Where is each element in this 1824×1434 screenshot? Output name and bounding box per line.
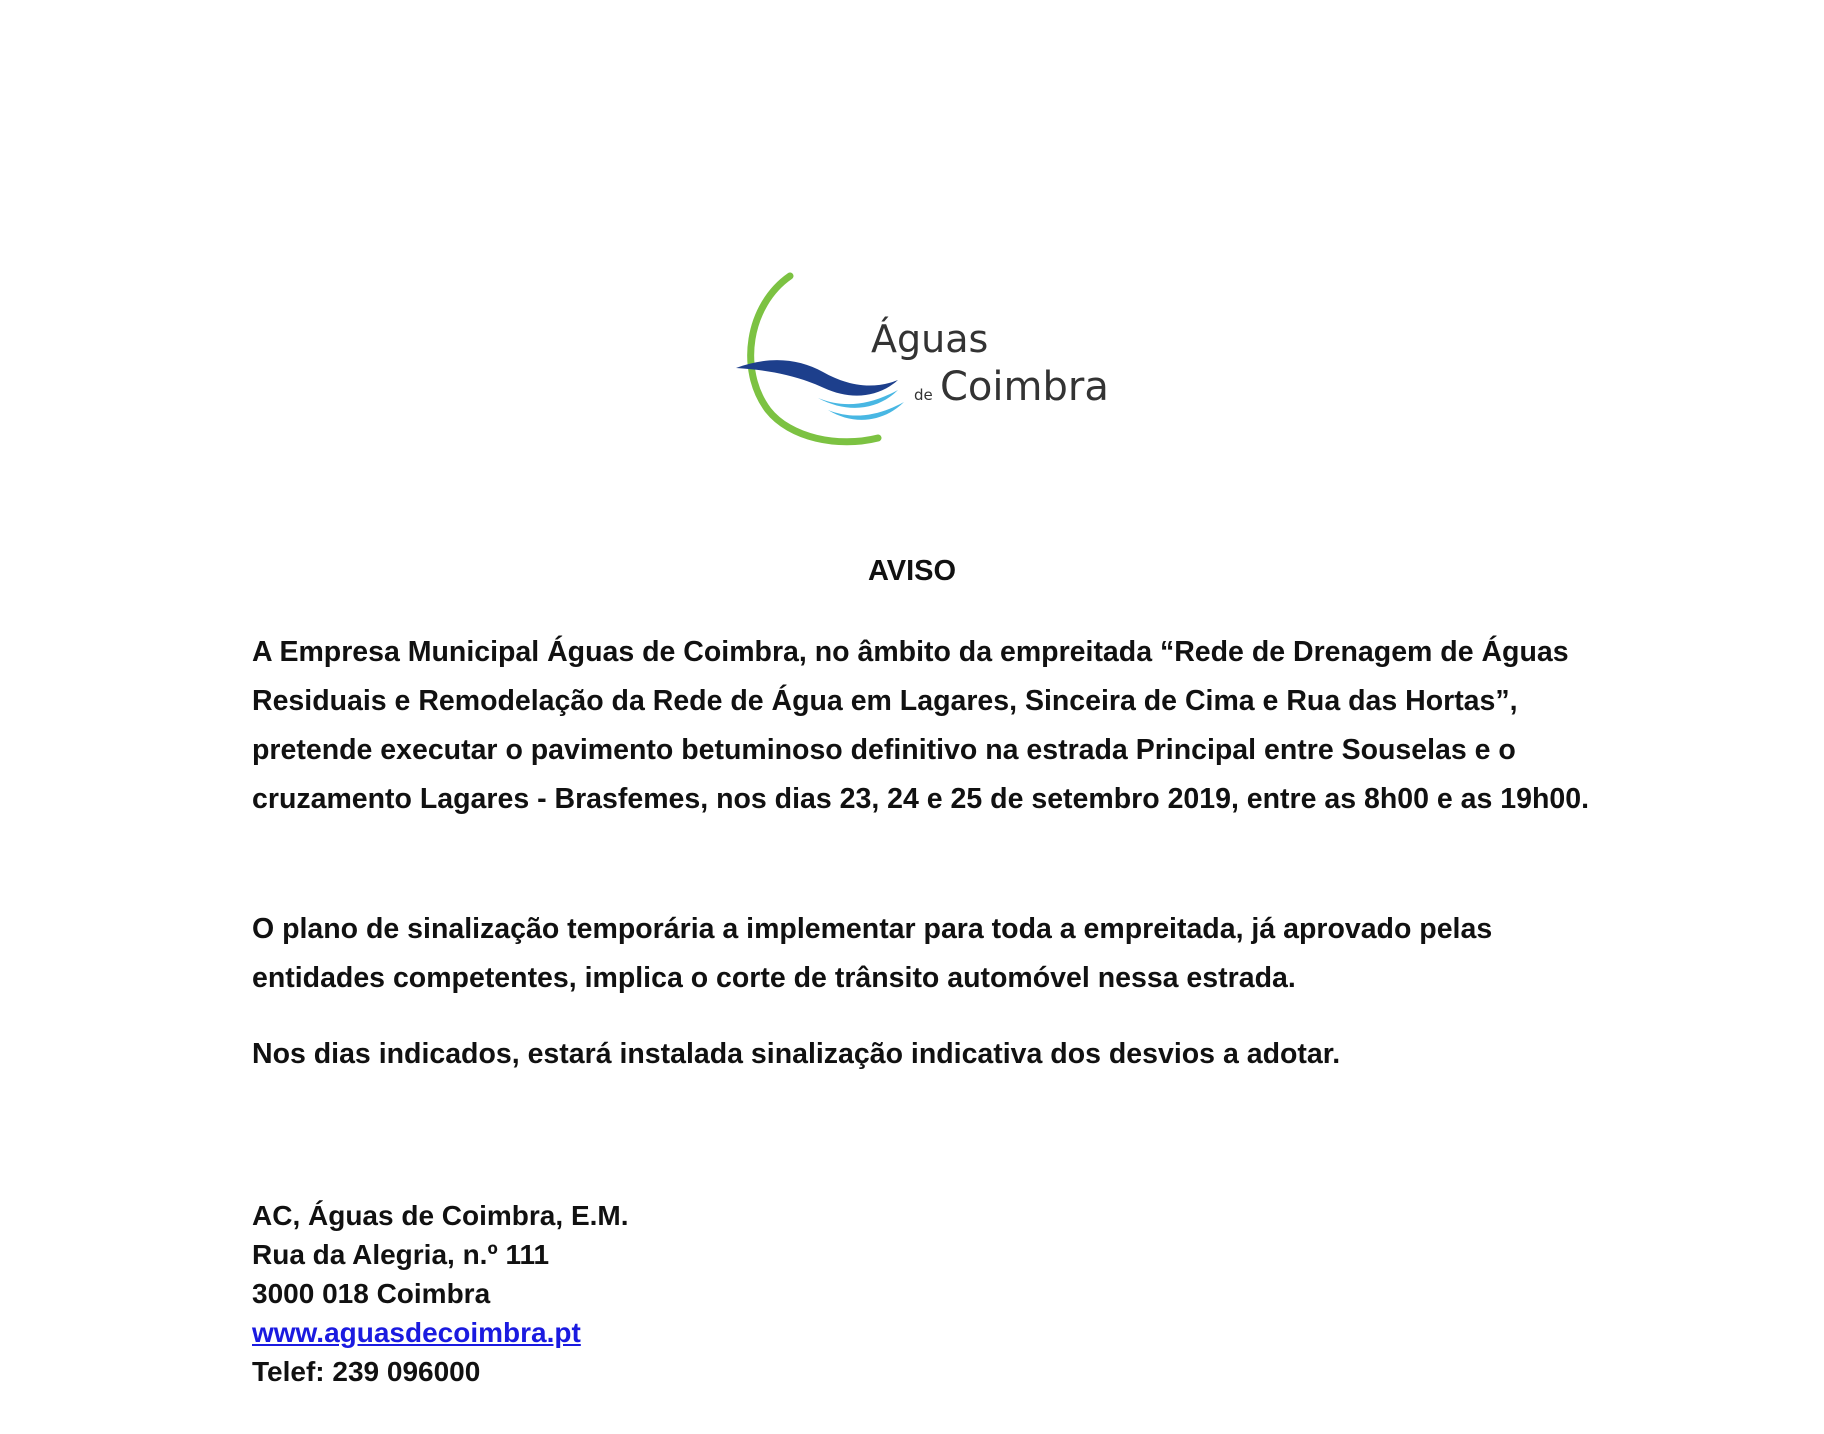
website-link[interactable]: www.aguasdecoimbra.pt [252,1317,581,1348]
aguas-de-coimbra-logo [728,270,1128,450]
postal-city: 3000 018 Coimbra [252,1278,491,1309]
notice-paragraph-detours: Nos dias indicados, estará instalada sinalização indicativa dos desvios a adotar. [252,1038,1341,1070]
logo-name-line1: Águas [871,317,989,361]
logo-graphic [728,270,1128,450]
notice-title: AVISO [867,555,957,587]
phone-number: Telef: 239 096000 [252,1356,481,1387]
logo-name-small: de [914,386,933,404]
notice-paragraph-works: A Empresa Municipal Águas de Coimbra, no âmbito da empreitada “Rede de Drenagem de Águas Residuais e Remodelação da Rede de Água em Lagares, Sinceira de Cima e Rua das Hortas”, pretende executar o pavimento betuminoso definitivo na estrada Principal entre Souselas e o cruzamento Lagares - Brasfemes, nos dias 23, 24 e 25 de setembro 2019, entre as 8h00 e as 19h00. [252,636,1590,815]
notice-paragraph-traffic: O plano de sinalização temporária a implementar para toda a empreitada, já aprovado pelas entidades competentes, implica o corte de trânsito automóvel nessa estrada. [252,913,1493,994]
logo-name-line2: Coimbra [940,364,1109,410]
contact-block [252,1196,629,1391]
street-address: Rua da Alegria, n.º 111 [252,1239,550,1270]
company-name: AC, Águas de Coimbra, E.M. [252,1200,629,1231]
